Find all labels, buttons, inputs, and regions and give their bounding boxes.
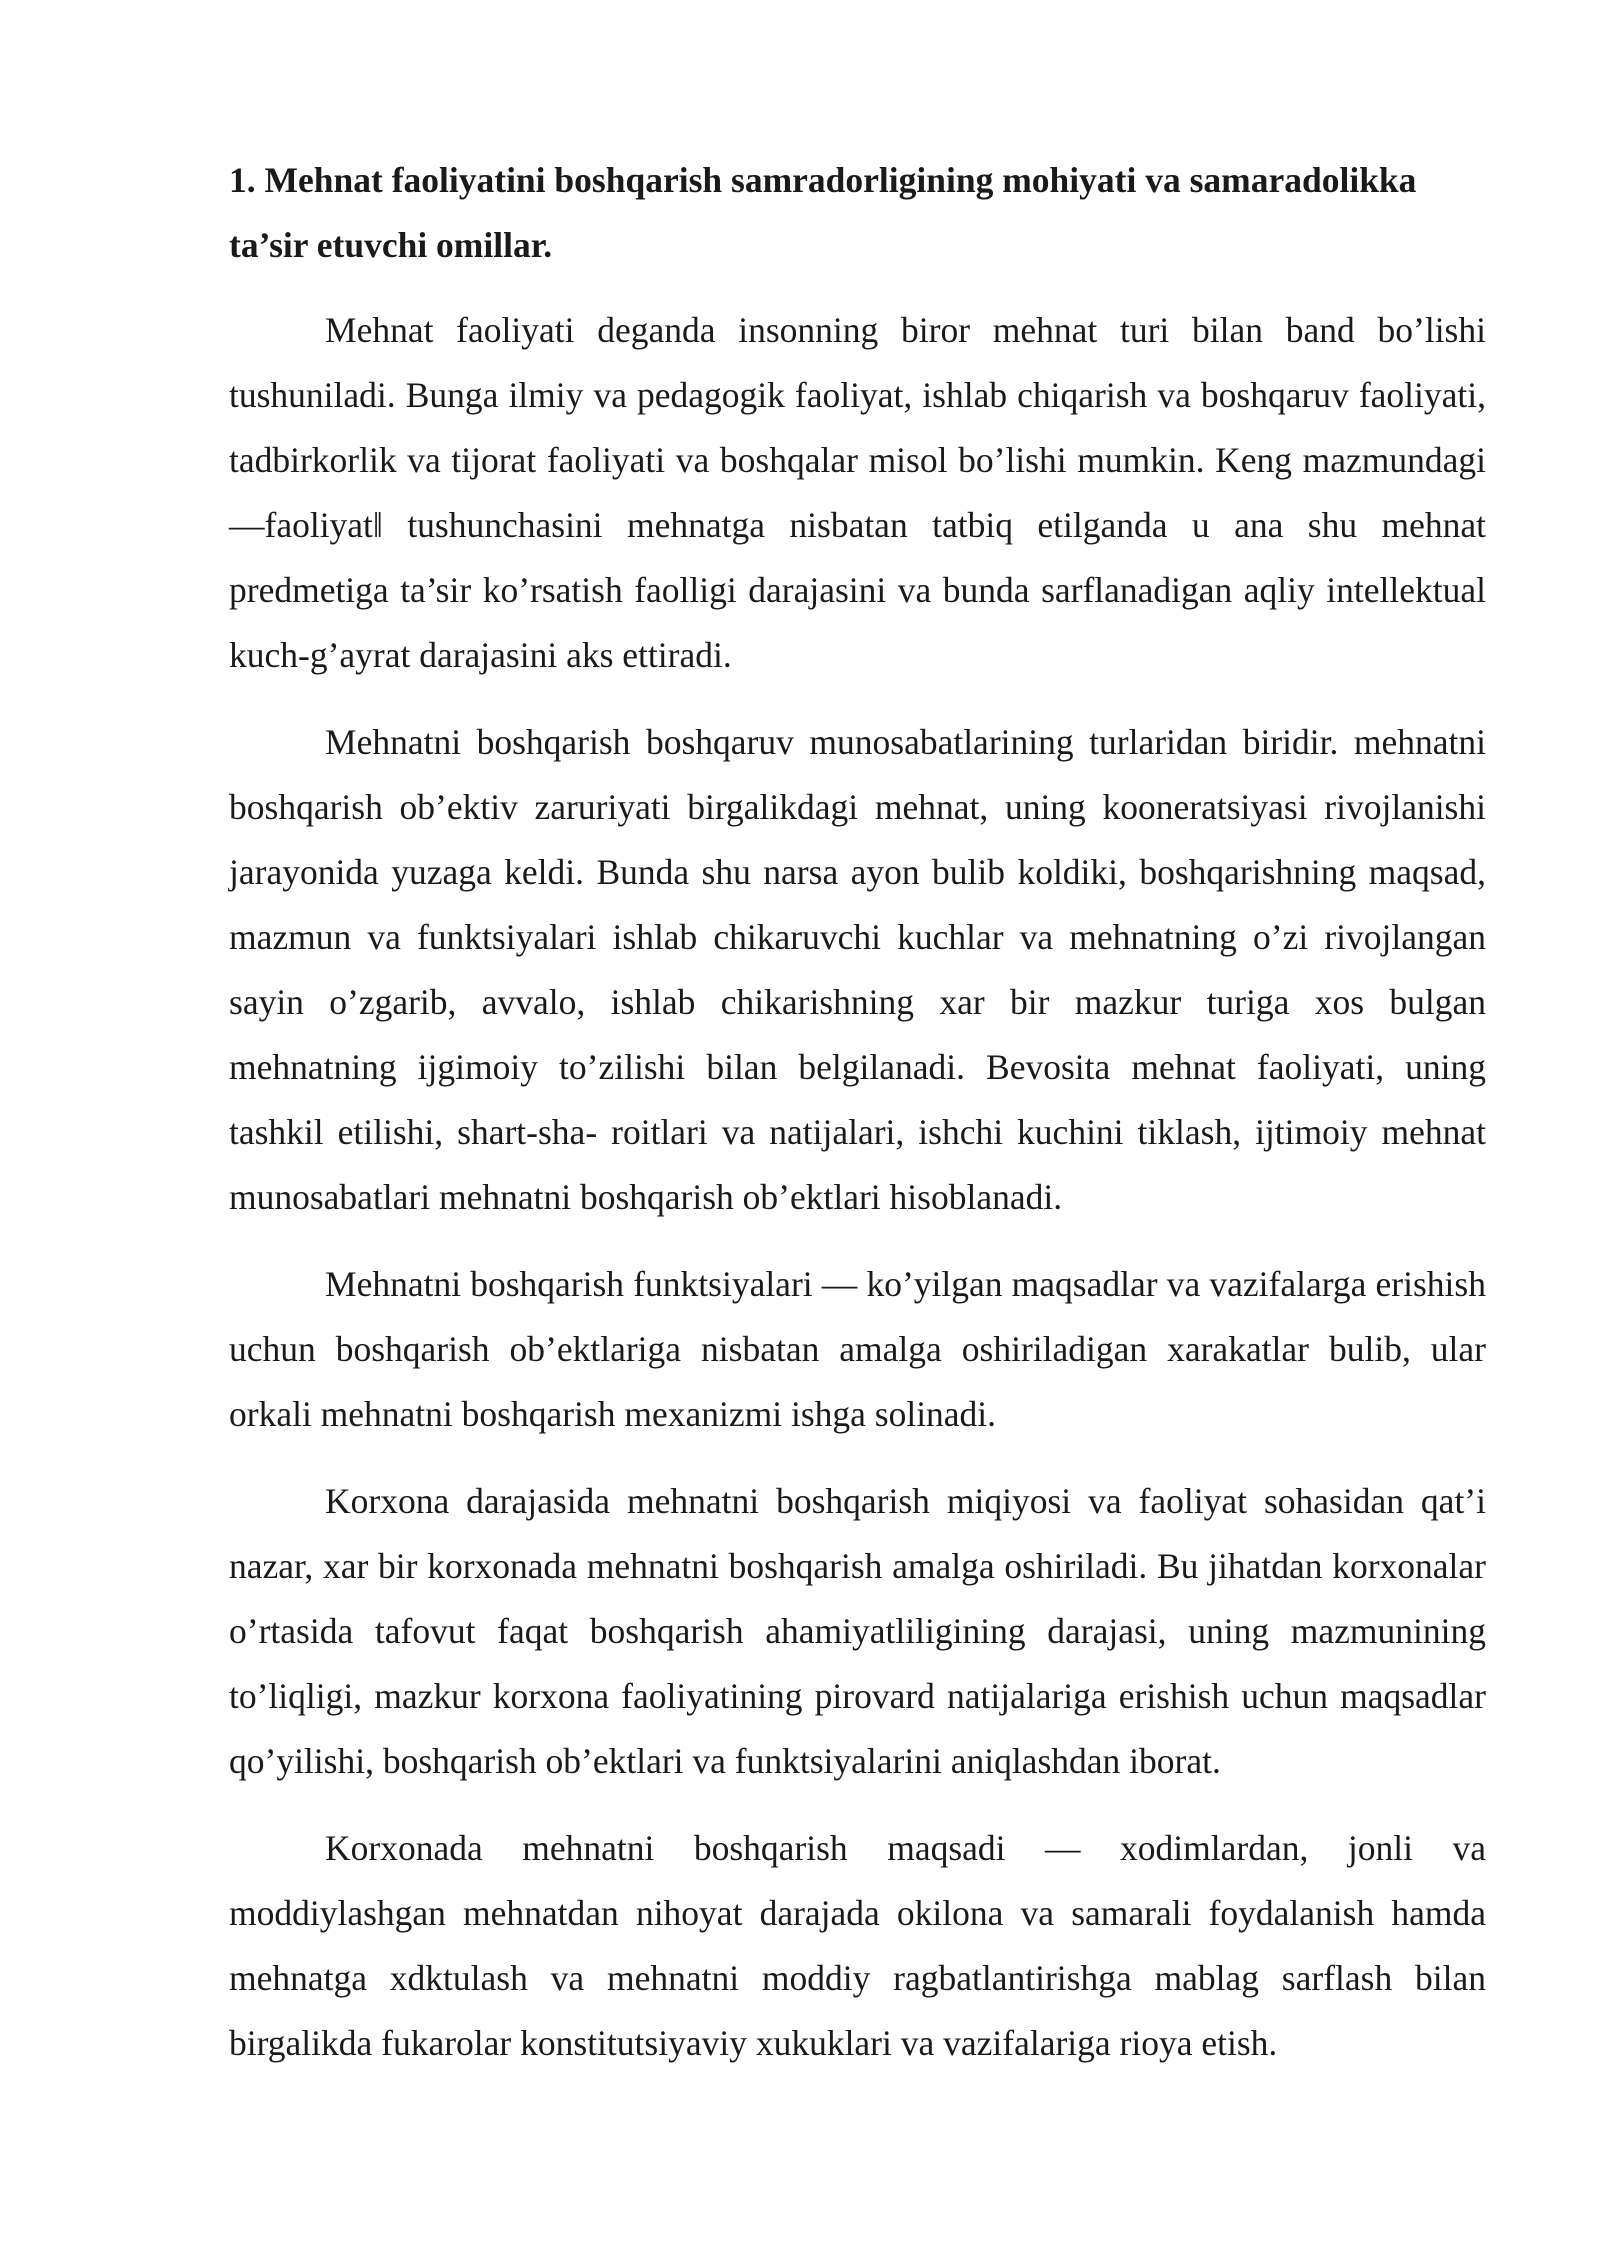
paragraph-2: Mehnatni boshqarish boshqaruv munosabatlarining turlaridan biridir. mehnatni boshqarish ob’ektiv zaruriyati birgalikdagi mehnat, uning kooneratsiyasi rivojlanishi jarayonida yuzaga keldi. Bunda shu narsa ayon bulib koldiki, boshqarishning maqsad, mazmun va funktsiyalari ishlab chikaruvchi kuchlar va mehnatning o’zi rivojlangan sayin o’zgarib, avvalo, ishlab chikarishning xar bir mazkur turiga xos bulgan mehnatning ijgimoiy to’zilishi bilan belgilanadi. Bevosita mehnat faoliyati, uning tashkil etilishi, shart-sha- roitlari va natijalari, ishchi kuchini tiklash, ijtimoiy mehnat munosabatlari mehnatni boshqarish ob’ektlari hisoblanadi. (229, 722, 1486, 1217)
paragraph-1: Mehnat faoliyati deganda insonning biror mehnat turi bilan band bo’lishi tushuniladi. Bunga ilmiy va pedagogik faoliyat, ishlab chiqarish va boshqaruv faoliyati, tadbirkorlik va tijorat faoliyati va boshqalar misol bo’lishi mumkin. Keng mazmundagi ―faoliyat‖ tushunchasini mehnatga nisbatan tatbiq etilganda u ana shu mehnat predmetiga ta’sir ko’rsatish faolligi darajasini va bunda sarflanadigan aqliy intellektual kuch-g’ayrat darajasini aks ettiradi. (229, 310, 1486, 675)
paragraph-4: Korxona darajasida mehnatni boshqarish miqiyosi va faoliyat sohasidan qat’i nazar, xar bir korxonada mehnatni boshqarish amalga oshiriladi. Bu jihatdan korxonalar o’rtasida tafovut faqat boshqarish ahamiyatliligining darajasi, uning mazmunining to’liqligi, mazkur korxona faoliyatining pirovard natijalariga erishish uchun maqsadlar qo’yilishi, boshqarish ob’ektlari va funktsiyalarini aniqlashdan iborat. (229, 1481, 1486, 1781)
document-body (229, 148, 1486, 2098)
section-heading: 1. Mehnat faoliyatini boshqarish samradorligining mohiyati va samaradolikka ta’sir etuvchi omillar. (229, 160, 1417, 265)
paragraph-3: Mehnatni boshqarish funktsiyalari — ko’yilgan maqsadlar va vazifalarga erishish uchun boshqarish ob’ektlariga nisbatan amalga oshiriladigan xarakatlar bulib, ular orkali mehnatni boshqarish mexanizmi ishga solinadi. (229, 1264, 1486, 1434)
paragraph-5: Korxonada mehnatni boshqarish maqsadi — xodimlardan, jonli va moddiylashgan mehnatdan nihoyat darajada okilona va samarali foydalanish hamda mehnatga xdktulash va mehnatni moddiy ragbatlantirishga mablag sarflash bilan birgalikda fukarolar konstitutsiyaviy xukuklari va vazifalariga rioya etish. (229, 1828, 1486, 2063)
